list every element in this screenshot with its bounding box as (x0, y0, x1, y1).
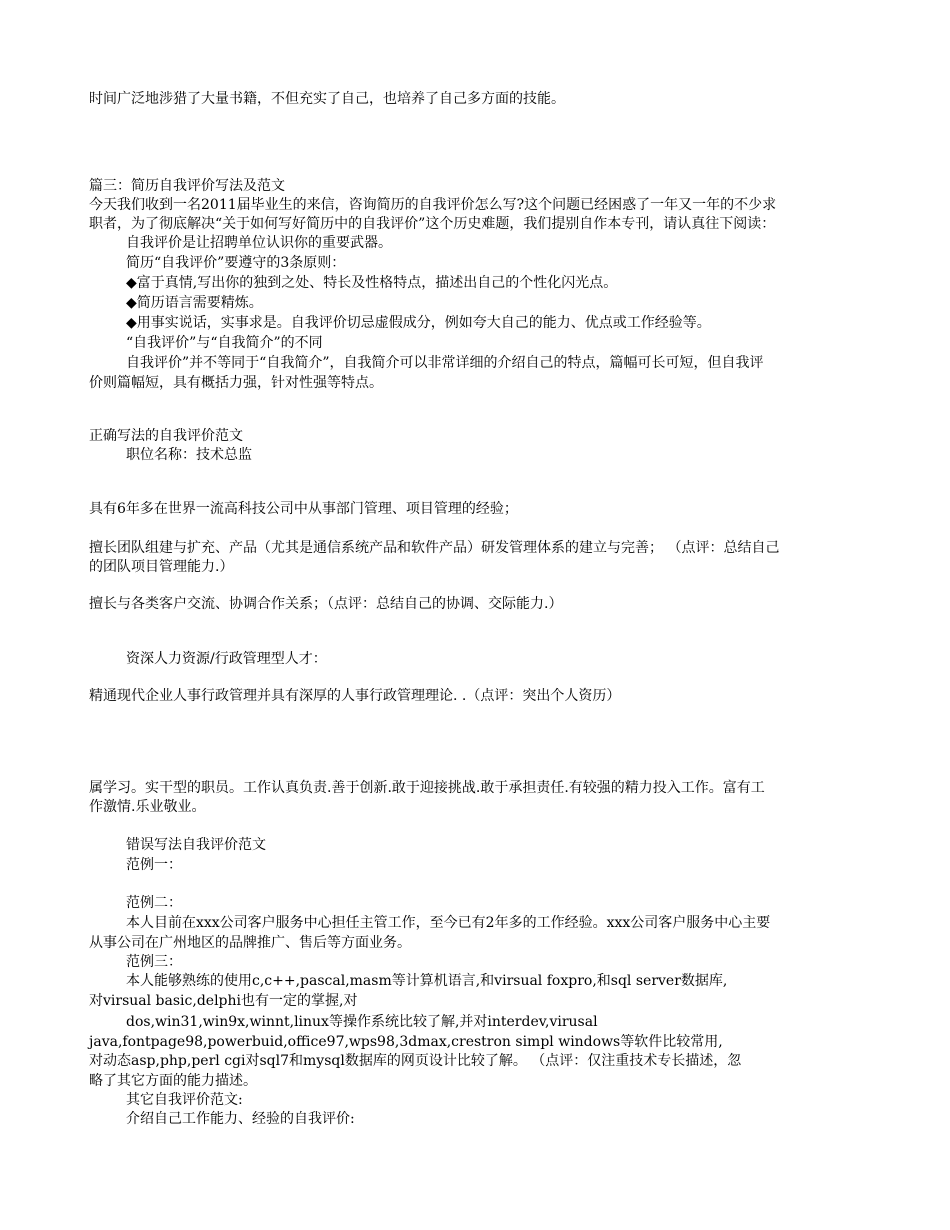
text-line: 作激情.乐业敬业。 (89, 799, 206, 815)
text-line: 对virsual basic,delphi也有一定的掌握,对 (89, 993, 358, 1009)
text-line: 其它自我评价范文: (126, 1092, 243, 1108)
text-line: 职者，为了彻底解决“关于如何写好简历中的自我评价”这个历史难题，我们提别自作本专刊，请认真往下阅读： (89, 216, 776, 232)
bullet-item: ◆富于真情,写出你的独到之处、特长及性格特点，描述出自己的个性化闪光点。 (126, 275, 618, 291)
text-line: 职位名称：技术总监 (126, 447, 252, 463)
text-line: “自我评价”与“自我简介”的不同 (126, 335, 323, 351)
text-line: 自我评价”并不等同于“自我简介”，自我简介可以非常详细的介绍自己的特点，篇幅可长可短，但自我评 (126, 355, 764, 371)
text-line: 的团队项目管理能力.） (89, 559, 234, 575)
text-line: 时间广泛地涉猎了大量书籍，不但充实了自己，也培养了自己多方面的技能。 (89, 91, 565, 107)
text-line: dos,win31,win9x,winnt,linux等操作系统比较了解,并对interdev,virusal (126, 1014, 598, 1030)
text-line: 本人目前在xxx公司客户服务中心担任主管工作，至今已有2年多的工作经验。xxx公司客户服务中心主要 (126, 915, 771, 931)
text-line: 本人能够熟练的使用c,c++,pascal,masm等计算机语言,和virsual foxpro,和sql server数据库, (126, 973, 728, 989)
bullet-item: ◆用事实说话，实事求是。自我评价切忌虚假成分，例如夸大自己的能力、优点或工作经验等。 (126, 315, 711, 331)
section-heading: 正确写法的自我评价范文 (89, 428, 243, 444)
text-line: 具有6年多在世界一流高科技公司中从事部门管理、项目管理的经验； (89, 501, 518, 517)
text-line: 从事公司在广州地区的品牌推广、售后等方面业务。 (89, 935, 411, 951)
text-line: 今天我们收到一名2011届毕业生的来信，咨询简历的自我评价怎么写?这个问题已经困惑了一年又一年的不少求 (89, 197, 777, 213)
text-line: 范例一： (126, 857, 182, 873)
text-line: 擅长团队组建与扩充、产品（尤其是通信系统产品和软件产品）研发管理体系的建立与完善； （点评：总结自己 (89, 540, 780, 556)
text-line: 价则篇幅短，具有概括力强，针对性强等特点。 (89, 375, 383, 391)
text-line: 对动态asp,php,perl cgi对sql7和mysql数据库的网页设计比较了解。 （点评：仅注重技术专长描述，忽 (89, 1053, 742, 1069)
text-line: 擅长与各类客户交流、协调合作关系；（点评：总结自己的协调、交际能力.） (89, 596, 563, 612)
text-line: 范例三： (126, 954, 182, 970)
bullet-item: ◆简历语言需要精炼。 (126, 295, 263, 311)
text-line: 资深人力资源/行政管理型人才： (126, 651, 327, 667)
text-line: 精通现代企业人事行政管理并具有深厚的人事行政管理理论. .（点评：突出个人资历） (89, 688, 621, 704)
text-line: java,fontpage98,powerbuid,office97,wps98,3dmax,crestron simpl windows等软件比较常用, (89, 1034, 723, 1050)
text-line: 介绍自己工作能力、经验的自我评价: (126, 1111, 355, 1127)
text-line: 简历“自我评价”要遵守的3条原则： (126, 255, 346, 271)
text-line: 范例二： (126, 895, 182, 911)
text-line: 自我评价是让招聘单位认识你的重要武器。 (126, 235, 392, 251)
section-heading: 错误写法自我评价范文 (126, 837, 266, 853)
text-line: 属学习。实干型的职员。工作认真负责.善于创新.敢于迎接挑战.敢于承担责任.有较强的精力投入工作。富有工 (89, 780, 765, 796)
text-line: 略了其它方面的能力描述。 (89, 1073, 257, 1089)
section-heading: 篇三：简历自我评价写法及范文 (89, 178, 285, 194)
